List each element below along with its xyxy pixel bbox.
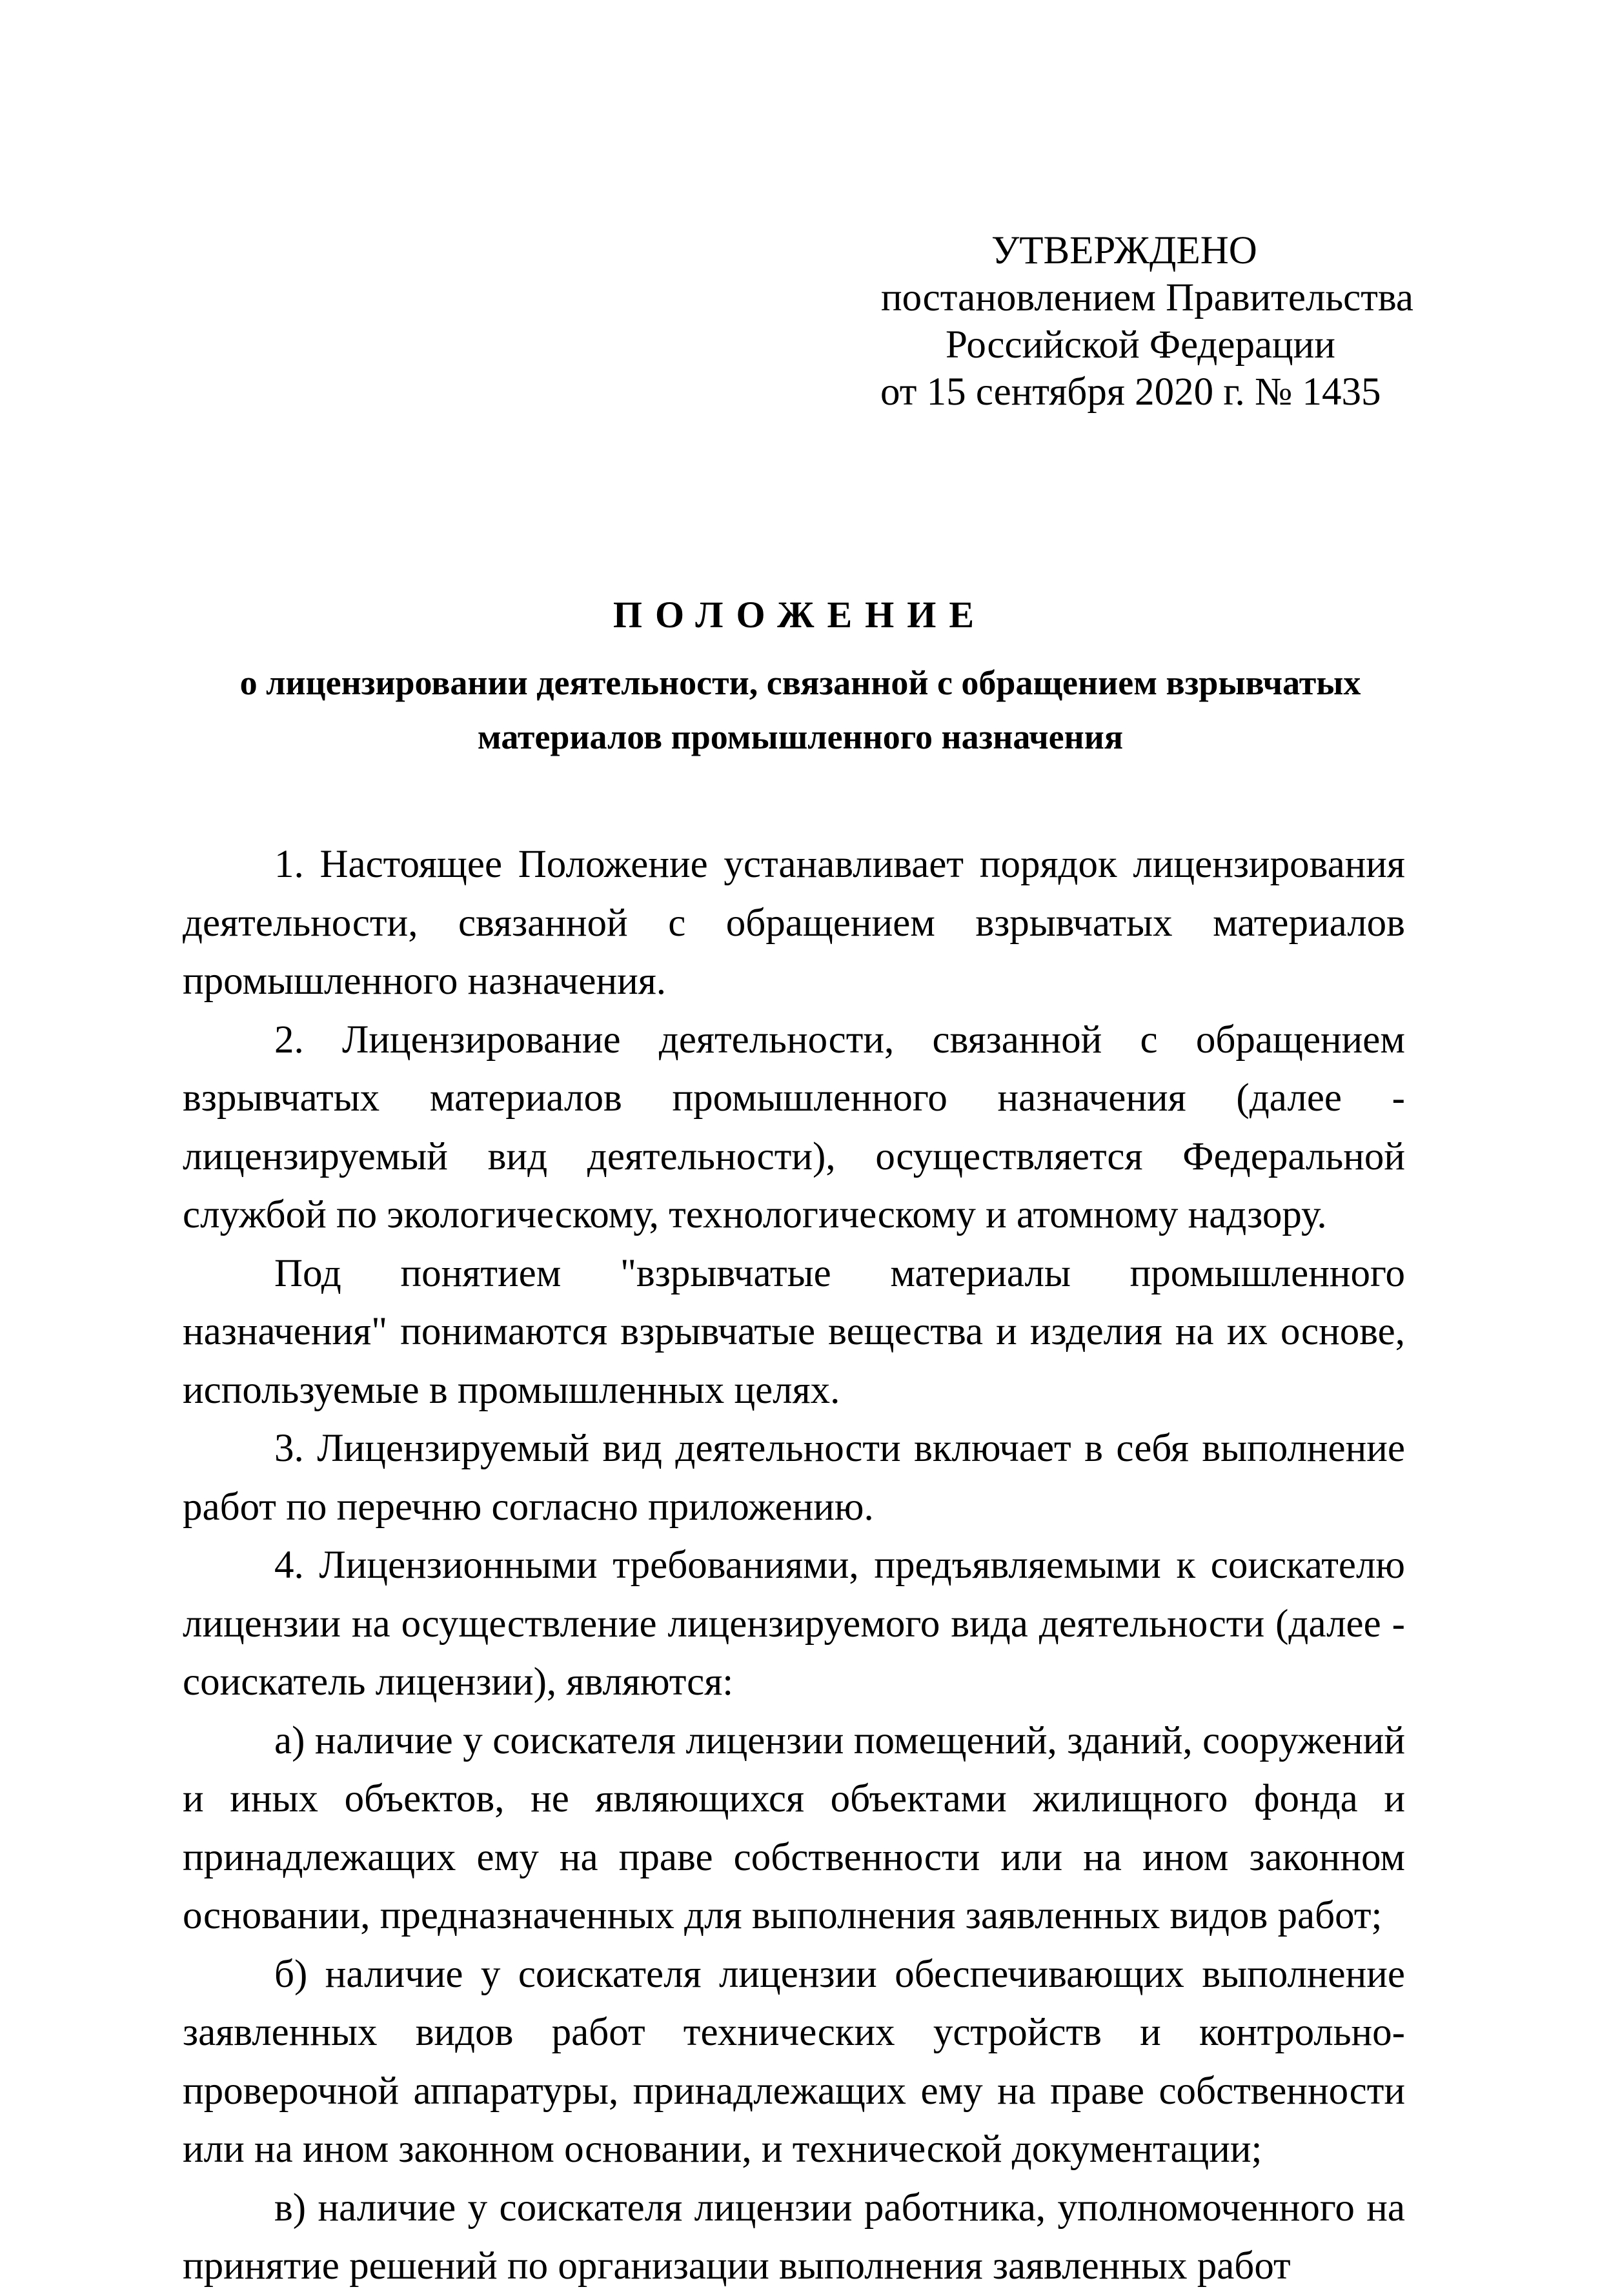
approval-heading: УТВЕРЖДЕНО (991, 229, 1257, 272)
document-subtitle: о лицензировании деятельности, связанной с обращением взрывчатых материалов промышленного назначения (239, 663, 1361, 756)
paragraph-1: 1. Настоящее Положение устанавливает порядок лицензирования деятельности, связанной с обращением взрывчатых материалов промышленного назначения. (183, 843, 1405, 1003)
paragraph-4-b: б) наличие у соискателя лицензии обеспечивающих выполнение заявленных видов работ технических устройств и контрольно-проверочной аппаратуры, принадлежащих ему на праве собственности или на ином законном основании, и технической документации; (183, 1952, 1405, 2171)
approval-country: Российской Федерации (946, 323, 1335, 367)
document-title: ПОЛОЖЕНИЕ (613, 594, 987, 636)
approval-date-number: от 15 сентября 2020 г. № 1435 (880, 370, 1381, 414)
paragraph-4-v: в) наличие у соискателя лицензии работника, уполномоченного на принятие решений по организации выполнения заявленных работ (183, 2186, 1405, 2288)
approval-issuer: постановлением Правительства (881, 276, 1413, 319)
paragraph-4: 4. Лицензионными требованиями, предъявляемыми к соискателю лицензии на осуществление лицензируемого вида деятельности (далее - соискатель лицензии), являются: (183, 1544, 1405, 1704)
paragraph-4-a: а) наличие у соискателя лицензии помещений, зданий, сооружений и иных объектов, не являющихся объектами жилищного фонда и принадлежащих ему на праве собственности или на ином законном основании, предназначенных для выполнения заявленных видов работ; (183, 1718, 1405, 1937)
approval-stamp-block (839, 227, 1600, 416)
paragraph-2: 2. Лицензирование деятельности, связанной с обращением взрывчатых материалов промышленного назначения (далее - лицензируемый вид деятельности), осуществляется Федеральной службой по экологическому, технологическому и атомному надзору. (183, 1018, 1405, 1236)
document-body (183, 836, 1405, 2296)
paragraph-3: 3. Лицензируемый вид деятельности включает в себя выполнение работ по перечню согласно приложению. (183, 1427, 1405, 1529)
paragraph-2-definition: Под понятием "взрывчатые материалы промышленного назначения" понимаются взрывчатые вещества и изделия на их основе, используемые в промышленных целях. (183, 1251, 1405, 1412)
